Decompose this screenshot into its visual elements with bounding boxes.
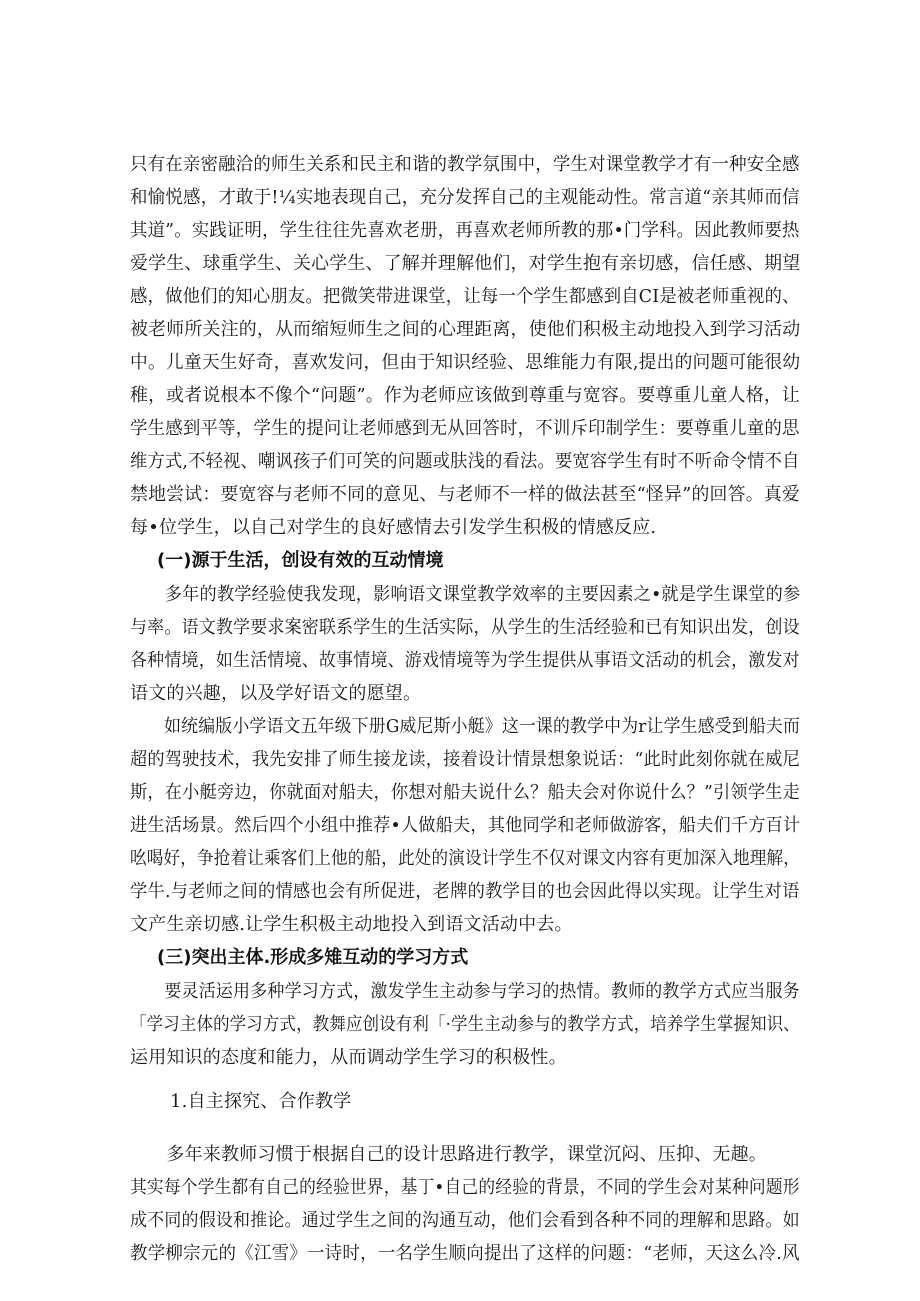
- paragraph-line: 每•位学生，以自己对学生的良好感情去引发学生积极的情感反应.: [130, 517, 657, 538]
- paragraph-line: 吆喝好，争抢着让乘客们上他的船，此处的演设计学生不仅对课文内容有更加深入地理解，: [130, 848, 800, 869]
- paragraph-line: 运用知识的态度和能力，从而调动学生学习的积极性。: [130, 1047, 567, 1068]
- paragraph-line: 学生感到平等，学生的提问让老师感到无从回答时，不训斥印制学生：要尊重儿童的思: [130, 418, 800, 439]
- paragraph-line: 如统编版小学语文五年级下册G威尼斯小艇》这一课的教学中为r让学生感受到船夫而: [130, 716, 801, 737]
- paragraph-line: 「学习主体的学习方式，教舞应创设有利「·学生主动参与的教学方式，培养学生掌握知识、: [130, 1014, 800, 1035]
- paragraph-line: 其实每个学生都有自己的经验世界，基丁•自己的经验的背景，不同的学生会对某种问题形: [130, 1177, 800, 1198]
- paragraph-line: 爱学生、球重学生、关心学生、了解并理解他们，对学生抱有亲切感，信任感、期望: [130, 253, 801, 274]
- paragraph-line: 稚，或者说根本不像个“问题”。作为老师应该做到尊重与宽容。要尊重儿童人格，让: [130, 385, 801, 406]
- paragraph-line: 和愉悦感，才敢于!¼实地表现自己，充分发挥自己的主观能动性。常言道“亲其师而信: [130, 187, 800, 208]
- paragraph-line: 禁地尝试：要宽容与老师不同的意见、与老师不一样的做法甚至“怪异”的回答。真爱: [130, 484, 801, 505]
- paragraph-line: 学牛.与老师之间的情感也会有所促进，老牌的教学目的也会因此得以实现。让学生对语: [130, 881, 800, 902]
- paragraph-line: 各种情境，如生活情境、故事情境、游戏情境等为学生提供从事语文活动的机会，激发对: [130, 650, 800, 671]
- paragraph-line: 中。儿童天生好奇，喜欢发问，但由于知识经验、思维能力有限,提出的问题可能很幼: [130, 352, 801, 373]
- paragraph-line: 教学柳宗元的《江雪》一诗时，一名学生顺向提出了这样的问题：“老师，天这么冷.风: [130, 1243, 800, 1264]
- paragraph-line: 其道”。实践证明，学生往往先喜欢老册，再喜欢老师所教的那•门学科。因此教师要热: [130, 220, 800, 241]
- subsection-heading: 1.自主探究、合作教学: [170, 1091, 352, 1112]
- paragraph-line: 语文的兴趣，以及学好语文的愿望。: [130, 683, 422, 704]
- paragraph-line: 文产生亲切感.让学生积极主动地投入到语文活动中去。: [130, 914, 573, 935]
- paragraph-line: 斯，在小艇旁边，你就面对船夫，你想对船夫说什么？船夫会对你说什么？”引领学生走: [130, 782, 801, 803]
- section-heading: (三)突出主体.形成多雉互动的学习方式: [157, 947, 469, 968]
- paragraph-line: 进生活场景。然后四个小组中推荐•人做船夫，其他同学和老师做游客，船夫们千方百计: [130, 815, 801, 836]
- paragraph-line: 要灵活运用多种学习方式，激发学生主动参与学习的热情。教师的教学方式应当服务: [130, 981, 800, 1002]
- paragraph-line: 维方式,不轻视、嘲讽孩子们可笑的问题或肤浅的看法。要宽容学生有时不听命令情不自: [130, 451, 800, 472]
- paragraph-line: 超的驾驶技术，我先安排了师生接龙读，接着设计情景想象说话：“此时此刻你就在威尼: [130, 749, 801, 770]
- paragraph-line: 与率。语文教学要求案密联系学生的生活实际，从学生的生活经验和已有知识出发，创设: [130, 617, 800, 638]
- paragraph-line: 成不同的假设和推论。通过学生之间的沟通互动，他们会看到各种不同的理解和思路。如: [130, 1210, 800, 1231]
- paragraph-line: 被老师所关注的，从而缩短师生之间的心理距离，使他们积极主动地投入到学习活动: [130, 319, 801, 340]
- paragraph-line: 多年的教学经验使我发现，影响语文课堂教学效率的主要因素之•就是学生课堂的参: [130, 584, 801, 605]
- paragraph-line: 只有在亲密融洽的师生关系和民主和谐的教学氛围中，学生对课堂教学才有一种安全感: [130, 154, 800, 175]
- paragraph-line: 多年来教师习惯于根据自己的设计思路进行教学，课堂沉闷、压抑、无趣。: [130, 1144, 767, 1165]
- paragraph-line: 感，做他们的知心朋友。把微笑带进课堂，让每一个学生都感到自CI是被老师重视的、: [130, 286, 800, 307]
- section-heading: (一)源于生活，创设有效的互动情境: [157, 550, 444, 571]
